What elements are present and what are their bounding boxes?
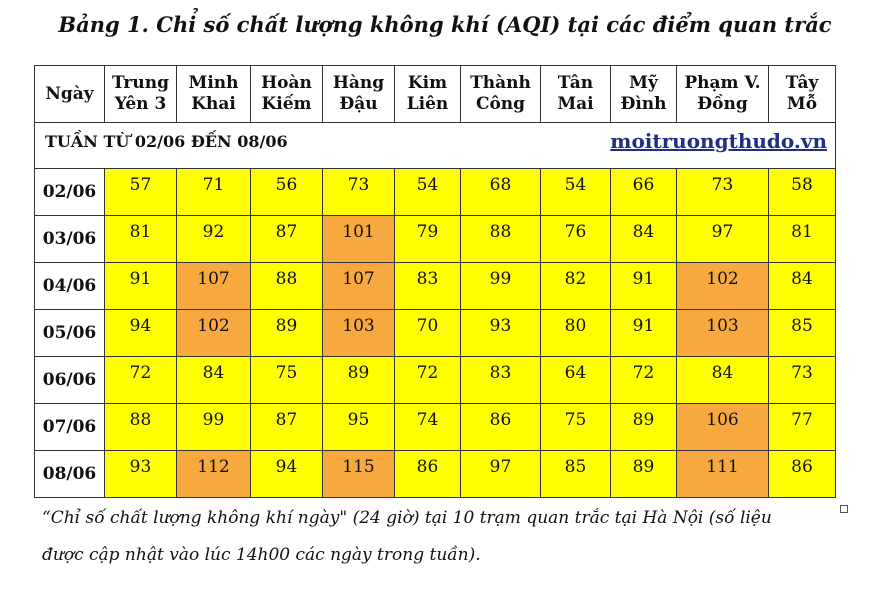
aqi-value-cell: 66 <box>611 169 677 216</box>
header-line-2: Khai <box>191 94 236 114</box>
aqi-value-cell: 103 <box>323 310 395 357</box>
aqi-value-cell: 74 <box>395 404 461 451</box>
aqi-value-cell: 91 <box>611 263 677 310</box>
aqi-value-cell: 75 <box>251 357 323 404</box>
header-line-1: Hoàn <box>261 73 312 93</box>
aqi-value-cell: 84 <box>769 263 836 310</box>
aqi-value-cell: 71 <box>177 169 251 216</box>
header-station <box>541 66 611 123</box>
aqi-value-cell: 77 <box>769 404 836 451</box>
header-line-1: Tân <box>557 73 594 93</box>
aqi-value-cell: 86 <box>461 404 541 451</box>
aqi-value-cell: 64 <box>541 357 611 404</box>
table-row <box>35 357 836 404</box>
date-cell: 08/06 <box>35 451 105 498</box>
aqi-value-cell: 73 <box>323 169 395 216</box>
header-station <box>395 66 461 123</box>
table-row <box>35 404 836 451</box>
header-line-2: Liên <box>406 94 449 114</box>
aqi-value-cell: 58 <box>769 169 836 216</box>
aqi-value-cell: 91 <box>611 310 677 357</box>
aqi-value-cell: 87 <box>251 216 323 263</box>
aqi-value-cell: 79 <box>395 216 461 263</box>
aqi-value-cell: 97 <box>677 216 769 263</box>
aqi-value-cell: 84 <box>677 357 769 404</box>
header-station <box>323 66 395 123</box>
aqi-value-cell: 106 <box>677 404 769 451</box>
header-line-1: Phạm V. <box>684 73 761 93</box>
aqi-value-cell: 72 <box>611 357 677 404</box>
header-line-2: Đậu <box>339 94 378 114</box>
caption-line-1: “Chỉ số chất lượng không khí ngày" (24 giờ) tại 10 trạm quan trắc tại Hà Nội (số liệu <box>42 508 772 528</box>
aqi-value-cell: 85 <box>541 451 611 498</box>
aqi-value-cell: 85 <box>769 310 836 357</box>
aqi-value-cell: 99 <box>177 404 251 451</box>
aqi-value-cell: 102 <box>177 310 251 357</box>
aqi-value-cell: 87 <box>251 404 323 451</box>
aqi-value-cell: 102 <box>677 263 769 310</box>
aqi-value-cell: 115 <box>323 451 395 498</box>
header-line-1: Thành <box>470 73 531 93</box>
aqi-value-cell: 99 <box>461 263 541 310</box>
header-station <box>677 66 769 123</box>
header-date <box>35 66 105 123</box>
aqi-value-cell: 107 <box>177 263 251 310</box>
header-line-2: Mai <box>557 94 594 114</box>
header-line-2: Đình <box>620 94 667 114</box>
aqi-value-cell: 89 <box>251 310 323 357</box>
aqi-value-cell: 88 <box>251 263 323 310</box>
table-row <box>35 310 836 357</box>
header-station <box>177 66 251 123</box>
header-row <box>35 66 836 123</box>
text-frame-handle <box>840 505 848 513</box>
source-link[interactable]: moitruongthudo.vn <box>610 129 827 153</box>
aqi-value-cell: 70 <box>395 310 461 357</box>
date-cell: 07/06 <box>35 404 105 451</box>
aqi-value-cell: 86 <box>395 451 461 498</box>
date-cell: 05/06 <box>35 310 105 357</box>
aqi-value-cell: 86 <box>769 451 836 498</box>
aqi-value-cell: 57 <box>105 169 177 216</box>
aqi-value-cell: 84 <box>177 357 251 404</box>
week-cell <box>35 123 836 169</box>
aqi-value-cell: 75 <box>541 404 611 451</box>
aqi-value-cell: 88 <box>105 404 177 451</box>
aqi-value-cell: 83 <box>461 357 541 404</box>
table-row <box>35 263 836 310</box>
aqi-value-cell: 111 <box>677 451 769 498</box>
aqi-value-cell: 91 <box>105 263 177 310</box>
aqi-value-cell: 89 <box>611 404 677 451</box>
aqi-value-cell: 56 <box>251 169 323 216</box>
aqi-value-cell: 94 <box>105 310 177 357</box>
header-line-2: Đồng <box>697 94 748 114</box>
aqi-value-cell: 112 <box>177 451 251 498</box>
aqi-value-cell: 81 <box>105 216 177 263</box>
aqi-value-cell: 89 <box>611 451 677 498</box>
date-cell: 03/06 <box>35 216 105 263</box>
table-row <box>35 451 836 498</box>
aqi-value-cell: 83 <box>395 263 461 310</box>
aqi-value-cell: 81 <box>769 216 836 263</box>
aqi-value-cell: 84 <box>611 216 677 263</box>
aqi-value-cell: 54 <box>395 169 461 216</box>
header-line-1: Mỹ <box>629 73 658 93</box>
header-line-1: Trung <box>112 73 169 93</box>
header-station <box>461 66 541 123</box>
header-line-2: Mỗ <box>786 94 818 114</box>
aqi-value-cell: 68 <box>461 169 541 216</box>
date-cell: 06/06 <box>35 357 105 404</box>
aqi-value-cell: 89 <box>323 357 395 404</box>
date-cell: 04/06 <box>35 263 105 310</box>
header-line-2: Kiếm <box>261 94 312 114</box>
caption-line-2: được cập nhật vào lúc 14h00 các ngày trong tuần). <box>42 545 481 565</box>
aqi-value-cell: 88 <box>461 216 541 263</box>
table-title: Bảng 1. Chỉ số chất lượng không khí (AQI) tại các điểm quan trắc <box>58 12 832 37</box>
aqi-value-cell: 93 <box>105 451 177 498</box>
aqi-value-cell: 94 <box>251 451 323 498</box>
aqi-value-cell: 76 <box>541 216 611 263</box>
header-line-2: Công <box>475 94 526 114</box>
week-row <box>35 123 836 169</box>
aqi-value-cell: 92 <box>177 216 251 263</box>
aqi-value-cell: 73 <box>677 169 769 216</box>
aqi-value-cell: 101 <box>323 216 395 263</box>
aqi-value-cell: 97 <box>461 451 541 498</box>
header-line-1: Minh <box>188 73 239 93</box>
header-station <box>105 66 177 123</box>
aqi-value-cell: 54 <box>541 169 611 216</box>
aqi-value-cell: 80 <box>541 310 611 357</box>
date-cell: 02/06 <box>35 169 105 216</box>
aqi-value-cell: 95 <box>323 404 395 451</box>
header-line-1: Hàng <box>332 73 385 93</box>
aqi-value-cell: 107 <box>323 263 395 310</box>
aqi-table <box>34 65 836 498</box>
table-row <box>35 169 836 216</box>
header-station <box>251 66 323 123</box>
header-station <box>769 66 836 123</box>
aqi-value-cell: 72 <box>105 357 177 404</box>
table-row <box>35 216 836 263</box>
aqi-value-cell: 82 <box>541 263 611 310</box>
header-line-1: Tây <box>785 73 819 93</box>
aqi-value-cell: 93 <box>461 310 541 357</box>
aqi-value-cell: 103 <box>677 310 769 357</box>
aqi-value-cell: 72 <box>395 357 461 404</box>
header-line-1: Kim <box>407 73 448 93</box>
header-station <box>611 66 677 123</box>
week-label: TUẦN TỪ 02/06 ĐẾN 08/06 <box>45 132 288 151</box>
header-line-2: Yên 3 <box>114 94 167 114</box>
header-line-1: Ngày <box>45 83 94 104</box>
aqi-value-cell: 73 <box>769 357 836 404</box>
